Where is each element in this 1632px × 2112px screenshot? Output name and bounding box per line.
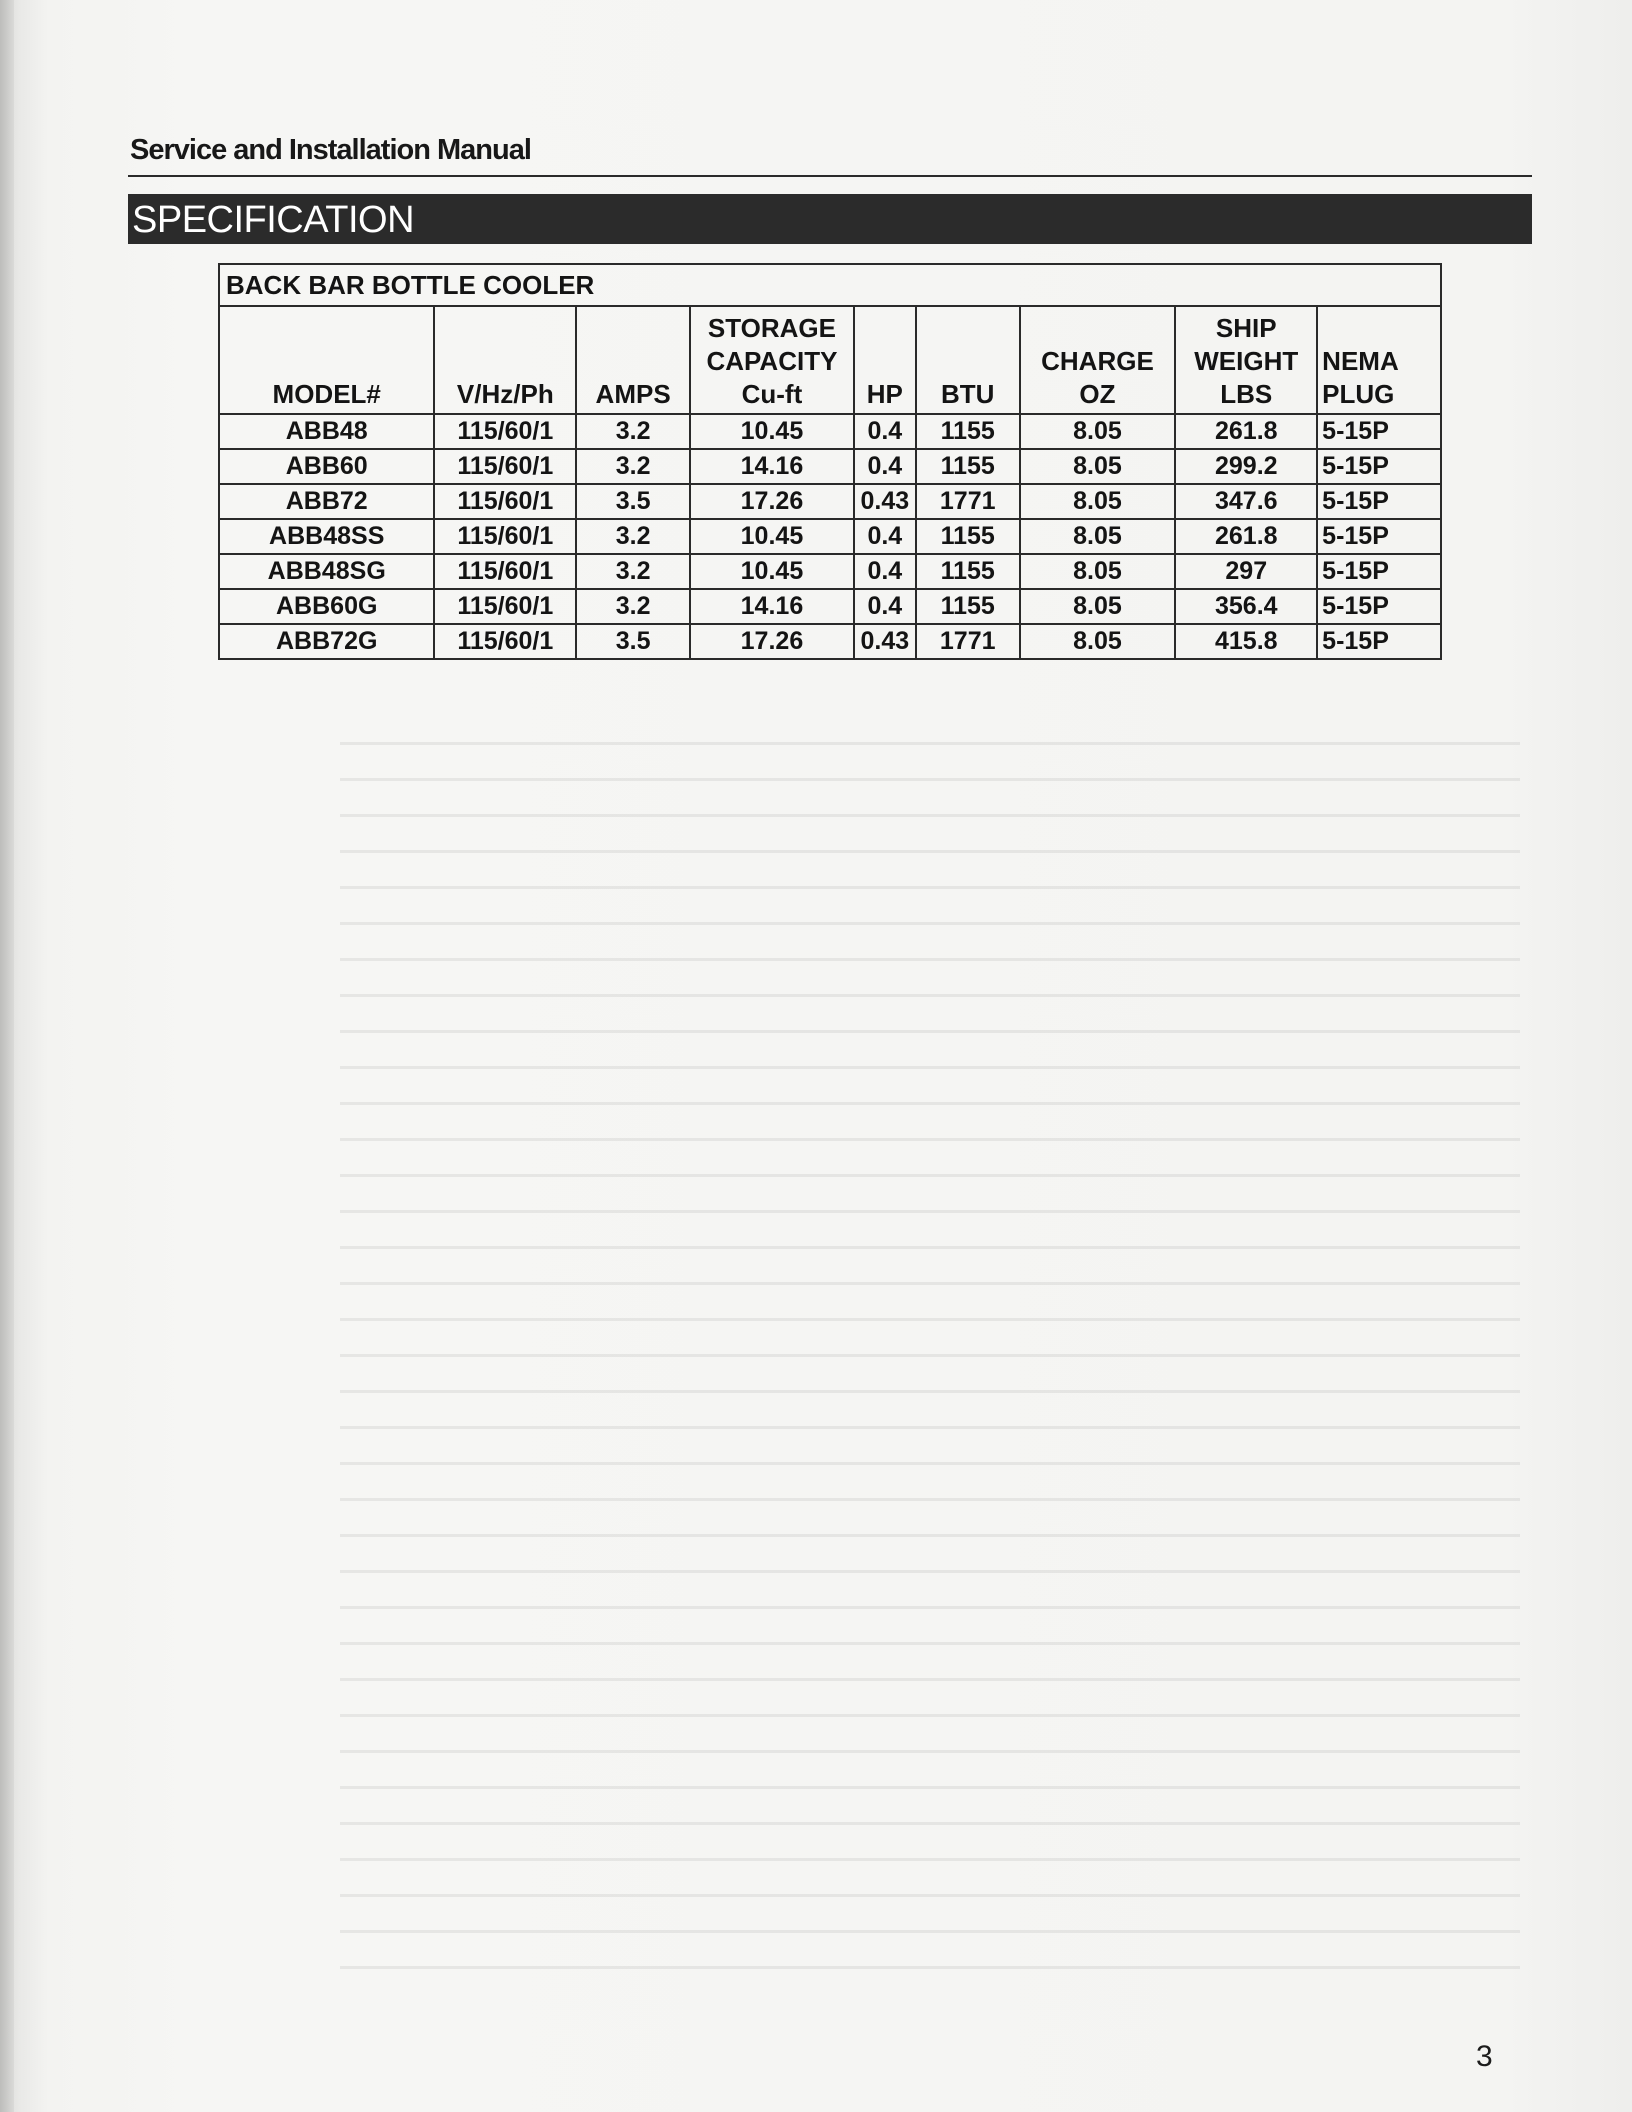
cell-btu: 1155 — [916, 414, 1020, 449]
cell-hp: 0.43 — [854, 484, 916, 519]
cell-vhzph: 115/60/1 — [434, 554, 576, 589]
cell-storage-capacity: 17.26 — [690, 624, 854, 659]
cell-vhzph: 115/60/1 — [434, 624, 576, 659]
cell-hp: 0.4 — [854, 519, 916, 554]
col-header-charge: CHARGE OZ — [1020, 306, 1176, 414]
cell-storage-capacity: 14.16 — [690, 589, 854, 624]
cell-charge: 8.05 — [1020, 589, 1176, 624]
cell-amps: 3.2 — [576, 554, 690, 589]
cell-charge: 8.05 — [1020, 484, 1176, 519]
cell-btu: 1155 — [916, 449, 1020, 484]
cell-vhzph: 115/60/1 — [434, 449, 576, 484]
table-row — [219, 624, 1441, 659]
cell-btu: 1155 — [916, 519, 1020, 554]
section-title: SPECIFICATION — [132, 199, 415, 241]
cell-model: ABB48 — [219, 414, 434, 449]
cell-ship-weight: 415.8 — [1175, 624, 1317, 659]
cell-vhzph: 115/60/1 — [434, 484, 576, 519]
cell-hp: 0.4 — [854, 554, 916, 589]
cell-model: ABB72 — [219, 484, 434, 519]
cell-hp: 0.43 — [854, 624, 916, 659]
table-row — [219, 519, 1441, 554]
table-row — [219, 484, 1441, 519]
cell-model: ABB48SS — [219, 519, 434, 554]
col-header-ship-weight: SHIP WEIGHT LBS — [1175, 306, 1317, 414]
cell-nema-plug: 5-15P — [1317, 449, 1441, 484]
cell-model: ABB48SG — [219, 554, 434, 589]
binding-edge — [0, 0, 14, 2112]
cell-nema-plug: 5-15P — [1317, 624, 1441, 659]
cell-ship-weight: 299.2 — [1175, 449, 1317, 484]
section-banner — [128, 194, 1532, 244]
cell-amps: 3.2 — [576, 414, 690, 449]
col-header-hp: HP — [854, 306, 916, 414]
cell-model: ABB60 — [219, 449, 434, 484]
cell-amps: 3.5 — [576, 624, 690, 659]
cell-storage-capacity: 14.16 — [690, 449, 854, 484]
cell-charge: 8.05 — [1020, 519, 1176, 554]
cell-vhzph: 115/60/1 — [434, 414, 576, 449]
cell-btu: 1155 — [916, 554, 1020, 589]
cell-nema-plug: 5-15P — [1317, 484, 1441, 519]
cell-amps: 3.5 — [576, 484, 690, 519]
cell-amps: 3.2 — [576, 449, 690, 484]
table-row — [219, 554, 1441, 589]
cell-vhzph: 115/60/1 — [434, 519, 576, 554]
cell-nema-plug: 5-15P — [1317, 554, 1441, 589]
cell-ship-weight: 261.8 — [1175, 414, 1317, 449]
cell-hp: 0.4 — [854, 414, 916, 449]
cell-nema-plug: 5-15P — [1317, 414, 1441, 449]
cell-amps: 3.2 — [576, 589, 690, 624]
col-header-amps: AMPS — [576, 306, 690, 414]
bleed-through-texture — [340, 720, 1520, 1980]
col-header-vhzph: V/Hz/Ph — [434, 306, 576, 414]
col-header-btu: BTU — [916, 306, 1020, 414]
cell-charge: 8.05 — [1020, 449, 1176, 484]
cell-amps: 3.2 — [576, 519, 690, 554]
col-header-model: MODEL# — [219, 306, 434, 414]
cell-ship-weight: 297 — [1175, 554, 1317, 589]
table-row — [219, 414, 1441, 449]
cell-hp: 0.4 — [854, 589, 916, 624]
table-row — [219, 449, 1441, 484]
cell-ship-weight: 356.4 — [1175, 589, 1317, 624]
page-number: 3 — [1476, 2040, 1493, 2073]
cell-ship-weight: 261.8 — [1175, 519, 1317, 554]
cell-btu: 1155 — [916, 589, 1020, 624]
col-header-nema-plug: NEMA PLUG — [1317, 306, 1441, 414]
cell-nema-plug: 5-15P — [1317, 519, 1441, 554]
table-caption: BACK BAR BOTTLE COOLER — [219, 264, 1441, 306]
header-rule — [128, 175, 1532, 177]
spec-table — [218, 263, 1442, 660]
cell-storage-capacity: 10.45 — [690, 414, 854, 449]
cell-charge: 8.05 — [1020, 554, 1176, 589]
cell-btu: 1771 — [916, 484, 1020, 519]
cell-storage-capacity: 17.26 — [690, 484, 854, 519]
cell-storage-capacity: 10.45 — [690, 554, 854, 589]
cell-model: ABB60G — [219, 589, 434, 624]
cell-vhzph: 115/60/1 — [434, 589, 576, 624]
cell-nema-plug: 5-15P — [1317, 589, 1441, 624]
col-header-storage-capacity: STORAGE CAPACITY Cu-ft — [690, 306, 854, 414]
table-header-row — [219, 306, 1441, 414]
cell-charge: 8.05 — [1020, 624, 1176, 659]
manual-title: Service and Installation Manual — [130, 134, 531, 166]
cell-ship-weight: 347.6 — [1175, 484, 1317, 519]
cell-charge: 8.05 — [1020, 414, 1176, 449]
cell-model: ABB72G — [219, 624, 434, 659]
table-row — [219, 589, 1441, 624]
cell-storage-capacity: 10.45 — [690, 519, 854, 554]
cell-hp: 0.4 — [854, 449, 916, 484]
cell-btu: 1771 — [916, 624, 1020, 659]
